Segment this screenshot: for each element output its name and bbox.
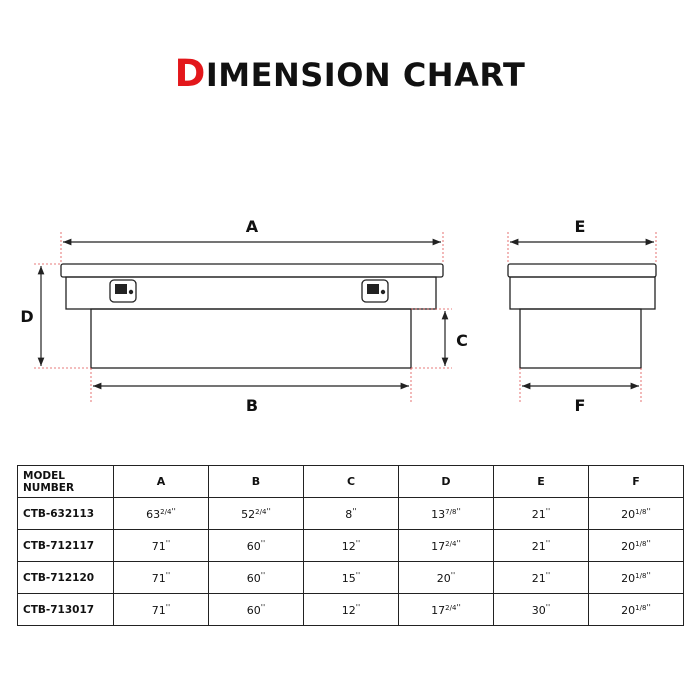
value-whole: 21	[531, 507, 546, 521]
dimension-cell-f	[589, 594, 684, 626]
value-unit: ''	[260, 602, 266, 612]
front-lower-body	[91, 309, 411, 368]
value-fraction: 2/4	[160, 507, 172, 516]
value-fraction: 2/4	[255, 507, 267, 516]
value-fraction: 1/8	[635, 507, 647, 516]
value-fraction: 2/4	[445, 603, 457, 612]
dimension-cell-a	[114, 562, 209, 594]
value-unit: ''	[456, 602, 461, 612]
header-b: B	[209, 466, 304, 498]
value-unit: ''	[646, 602, 651, 612]
table-header-row	[18, 466, 684, 498]
value-unit: ''	[646, 570, 651, 580]
value-whole: 71	[151, 603, 166, 617]
title-first-letter: D	[174, 52, 206, 95]
label-d: D	[20, 307, 34, 326]
value-unit: ''	[171, 506, 176, 516]
header-e: E	[494, 466, 589, 498]
dimension-cell-d	[399, 498, 494, 530]
dimension-cell-d	[399, 594, 494, 626]
table-row	[18, 594, 684, 626]
dimension-cell-d	[399, 562, 494, 594]
value-whole: 15	[341, 571, 356, 585]
dimension-cell-b	[209, 530, 304, 562]
latch-left-icon	[110, 280, 136, 302]
value-unit: ''	[646, 506, 651, 516]
side-upper-body	[510, 277, 655, 309]
dimension-cell-b	[209, 498, 304, 530]
dimension-cell-c	[304, 530, 399, 562]
header-a: A	[114, 466, 209, 498]
value-whole: 12	[341, 603, 356, 617]
guide-lines	[34, 232, 656, 402]
value-whole: 12	[341, 539, 356, 553]
value-unit: ''	[545, 602, 551, 612]
value-unit: ''	[646, 538, 651, 548]
value-unit: ''	[545, 538, 551, 548]
label-a: A	[245, 217, 259, 236]
dimension-cell-f	[589, 530, 684, 562]
dimension-cell-a	[114, 594, 209, 626]
value-unit: ''	[266, 506, 271, 516]
value-whole: 30	[531, 603, 546, 617]
dimension-cell-d	[399, 530, 494, 562]
dimension-cell-f	[589, 498, 684, 530]
value-fraction: 1/8	[635, 539, 647, 548]
table-body	[18, 498, 684, 626]
value-unit: ''	[165, 602, 171, 612]
value-whole: 60	[246, 539, 261, 553]
header-c: C	[304, 466, 399, 498]
dimension-cell-c	[304, 498, 399, 530]
dimension-cell-c	[304, 594, 399, 626]
side-lid	[508, 264, 656, 277]
dimension-cell-e	[494, 498, 589, 530]
dimension-cell-e	[494, 562, 589, 594]
header-f: F	[589, 466, 684, 498]
value-whole: 60	[246, 571, 261, 585]
header-d: D	[399, 466, 494, 498]
dimension-cell-a	[114, 530, 209, 562]
label-c: C	[456, 331, 468, 350]
value-fraction: 1/8	[635, 571, 647, 580]
value-unit: ''	[456, 538, 461, 548]
value-unit: ''	[450, 570, 456, 580]
table-row	[18, 530, 684, 562]
label-b: B	[245, 396, 259, 415]
value-whole: 63	[146, 507, 161, 521]
front-lid	[61, 264, 443, 277]
value-whole: 20	[621, 507, 636, 521]
model-number-cell: CTB-712120	[18, 562, 114, 594]
value-whole: 52	[241, 507, 256, 521]
dimension-cell-b	[209, 562, 304, 594]
value-unit: ''	[165, 570, 171, 580]
model-number-cell: CTB-712117	[18, 530, 114, 562]
value-unit: ''	[355, 602, 361, 612]
value-whole: 71	[151, 539, 166, 553]
header-model-number: MODEL NUMBER	[18, 466, 114, 498]
dimension-cell-e	[494, 530, 589, 562]
model-number-cell: CTB-632113	[18, 498, 114, 530]
label-f: F	[574, 396, 586, 415]
value-whole: 20	[436, 571, 451, 585]
value-unit: ''	[355, 538, 361, 548]
value-whole: 71	[151, 571, 166, 585]
value-unit: ''	[260, 570, 266, 580]
dimension-cell-a	[114, 498, 209, 530]
table-row	[18, 498, 684, 530]
value-whole: 13	[431, 507, 446, 521]
value-whole: 20	[621, 539, 636, 553]
value-whole: 17	[431, 539, 446, 553]
dimension-cell-c	[304, 562, 399, 594]
title-rest: IMENSION CHART	[205, 56, 526, 94]
value-unit: ''	[456, 506, 461, 516]
value-whole: 20	[621, 603, 636, 617]
dimension-cell-f	[589, 562, 684, 594]
label-e: E	[574, 217, 586, 236]
value-whole: 21	[531, 539, 546, 553]
value-unit: ''	[260, 538, 266, 548]
value-whole: 8	[345, 507, 353, 521]
table-row	[18, 562, 684, 594]
value-fraction: 1/8	[635, 603, 647, 612]
value-unit: ''	[545, 570, 551, 580]
model-number-cell: CTB-713017	[18, 594, 114, 626]
value-whole: 20	[621, 571, 636, 585]
value-whole: 17	[431, 603, 446, 617]
value-unit: ''	[545, 506, 551, 516]
value-unit: ''	[355, 570, 361, 580]
value-unit: ''	[165, 538, 171, 548]
value-whole: 60	[246, 603, 261, 617]
value-whole: 21	[531, 571, 546, 585]
value-fraction: 2/4	[445, 539, 457, 548]
dimension-cell-b	[209, 594, 304, 626]
value-fraction: 7/8	[445, 507, 457, 516]
dimension-table	[17, 465, 684, 626]
side-view	[508, 264, 656, 368]
latch-right-icon	[362, 280, 388, 302]
side-lower-body	[520, 309, 641, 368]
dimension-cell-e	[494, 594, 589, 626]
value-unit: ''	[352, 506, 357, 516]
